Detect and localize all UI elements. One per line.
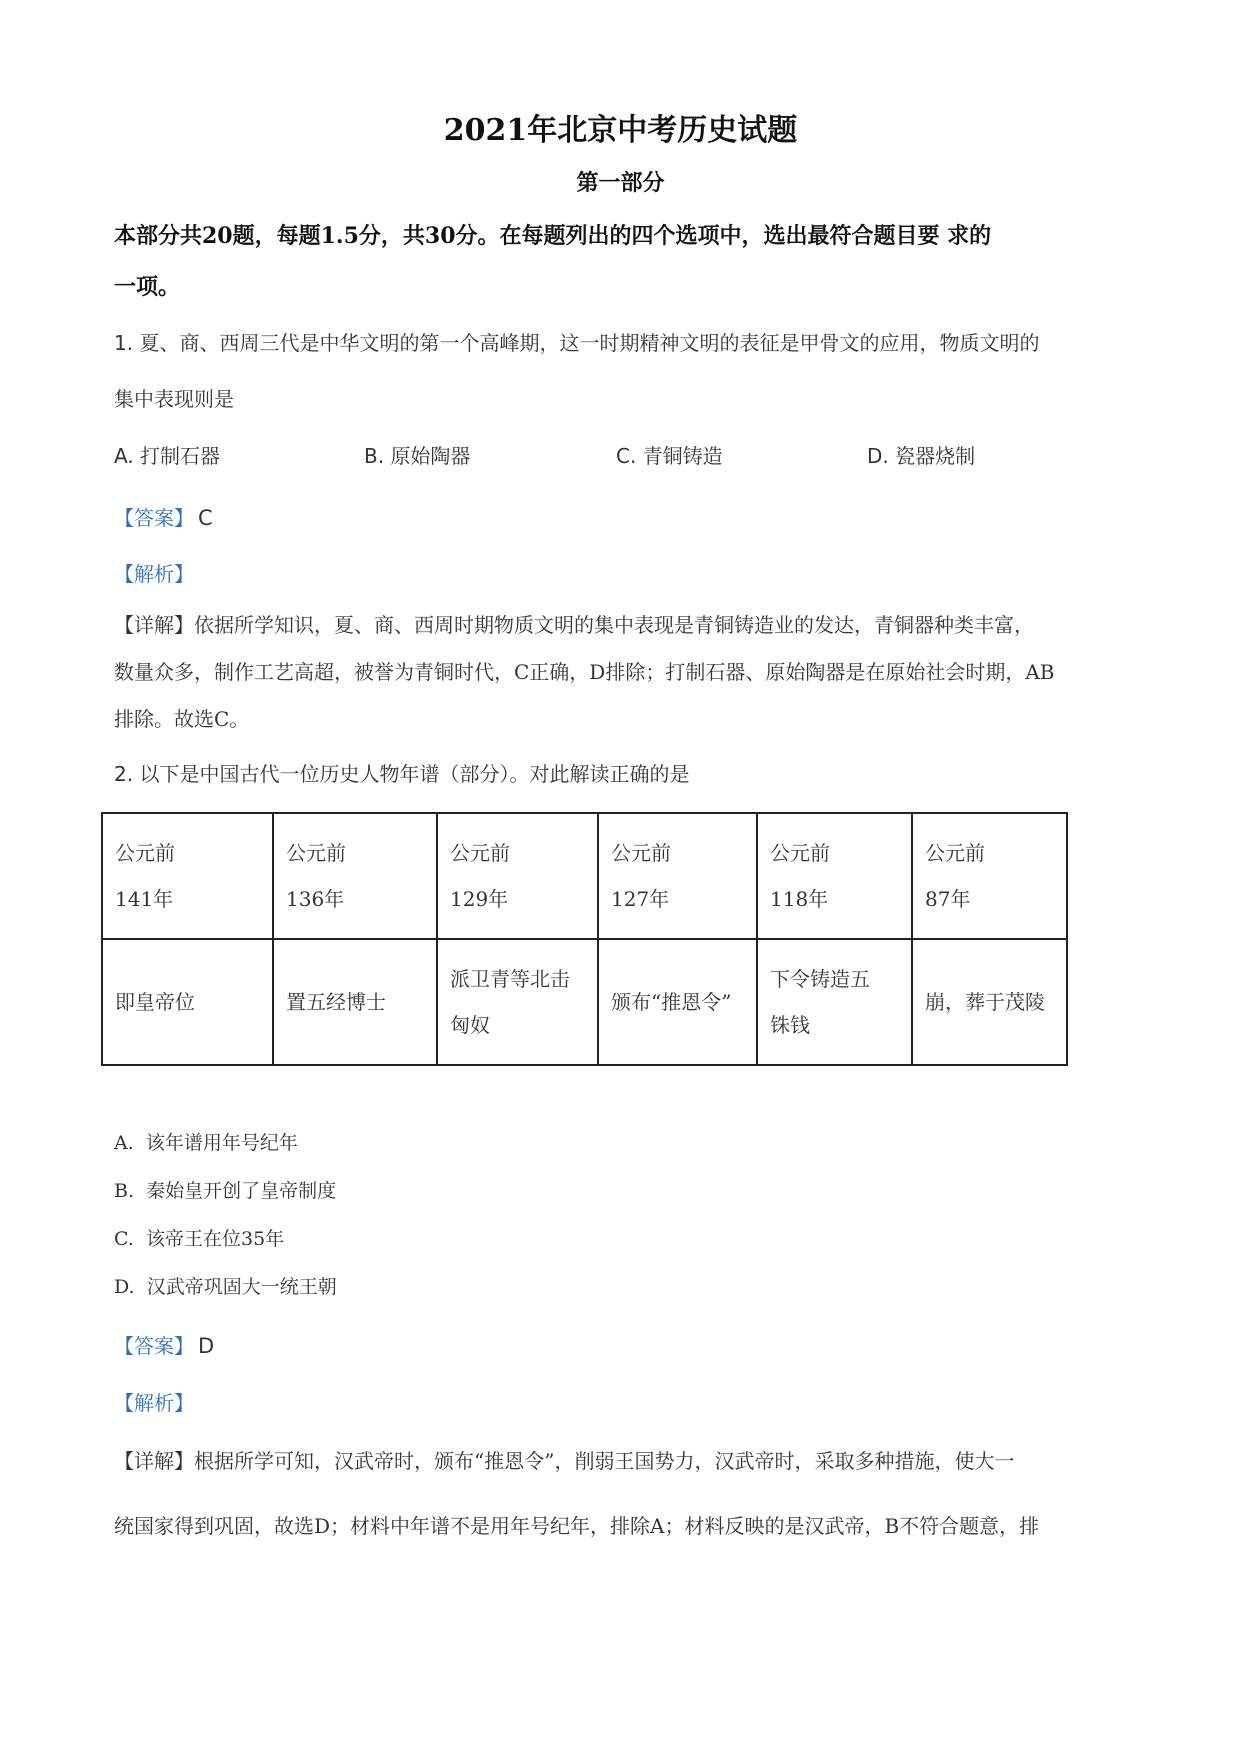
table-cell: 颁布“推恩令” — [598, 939, 757, 1065]
answer-label: 【答案】 — [114, 506, 194, 530]
q1-number: 1. — [114, 331, 134, 355]
instructions-line-1: 本部分共20题，每题1.5分，共30分。在每题列出的四个选项中，选出最符合题目要 求的 — [114, 223, 992, 249]
answer-value: C — [198, 506, 213, 530]
table-row-years — [102, 813, 1067, 939]
table-cell: 公元前 136年 — [273, 813, 437, 939]
detail-label: 【详解】 — [114, 1449, 194, 1473]
instructions-line-2: 一项。 — [114, 274, 181, 300]
page-title: 2021年北京中考历史试题 — [443, 113, 798, 148]
table-cell: 公元前 141年 — [102, 813, 273, 939]
table-cell: 崩，葬于茂陵 — [912, 939, 1067, 1065]
q2-detail-line-1: 【详解】根据所学可知，汉武帝时，颁布“推恩令”，削弱王国势力，汉武帝时，采取多种措施，使大一 — [114, 1449, 1015, 1473]
q1-stem-line-1 — [114, 327, 1039, 356]
table-row-events — [102, 939, 1067, 1065]
q1-option-a: A. 打制石器 — [114, 444, 221, 468]
q1-stem-text-1: 夏、商、西周三代是中华文明的第一个高峰期，这一时期精神文明的表征是甲骨文的应用，物质文明的 — [139, 331, 1040, 355]
table-cell: 即皇帝位 — [102, 939, 273, 1065]
q1-answer — [114, 502, 213, 531]
table-cell: 置五经博士 — [273, 939, 437, 1065]
q2-stem: 2. 以下是中国古代一位历史人物年谱（部分）。对此解读正确的是 — [114, 762, 690, 786]
table-cell: 公元前 127年 — [598, 813, 757, 939]
table-cell: 派卫青等北击 匈奴 — [437, 939, 598, 1065]
q1-option-d: D. 瓷器烧制 — [867, 444, 976, 468]
answer-value: D — [198, 1334, 215, 1358]
q2-answer — [114, 1330, 214, 1359]
q1-detail-line-2: 数量众多，制作工艺高超，被誉为青铜时代，C正确，D排除；打制石器、原始陶器是在原始社会时期，AB — [114, 660, 1055, 684]
q1-detail-line-1: 【详解】依据所学知识，夏、商、西周时期物质文明的集中表现是青铜铸造业的发达，青铜器种类丰富， — [114, 613, 1034, 637]
chronology-table — [101, 812, 1068, 1066]
answer-label: 【答案】 — [114, 1334, 194, 1358]
table-cell: 公元前 118年 — [757, 813, 912, 939]
table-cell: 公元前 87年 — [912, 813, 1067, 939]
q2-detail-line-2: 统国家得到巩固，故选D；材料中年谱不是用年号纪年，排除A；材料反映的是汉武帝，B不符合题意，排 — [114, 1514, 1040, 1538]
q2-option-a: A. 该年谱用年号纪年 — [114, 1132, 298, 1154]
detail-label: 【详解】 — [114, 613, 194, 637]
q2-option-b: B. 秦始皇开创了皇帝制度 — [114, 1180, 337, 1202]
table-cell: 公元前 129年 — [437, 813, 598, 939]
q1-option-c: C. 青铜铸造 — [616, 444, 723, 468]
q2-number: 2. — [114, 762, 134, 786]
q2-option-c: C. 该帝王在位35年 — [114, 1228, 285, 1250]
q1-analysis-label: 【解析】 — [114, 562, 194, 586]
q1-option-b: B. 原始陶器 — [364, 444, 471, 468]
q2-analysis-label: 【解析】 — [114, 1391, 194, 1415]
table-cell: 下令铸造五 铢钱 — [757, 939, 912, 1065]
q2-option-d: D. 汉武帝巩固大一统王朝 — [114, 1276, 337, 1298]
q1-detail-line-3: 排除。故选C。 — [114, 707, 250, 731]
section-heading: 第一部分 — [576, 170, 665, 196]
q1-stem-line-2: 集中表现则是 — [114, 387, 234, 411]
